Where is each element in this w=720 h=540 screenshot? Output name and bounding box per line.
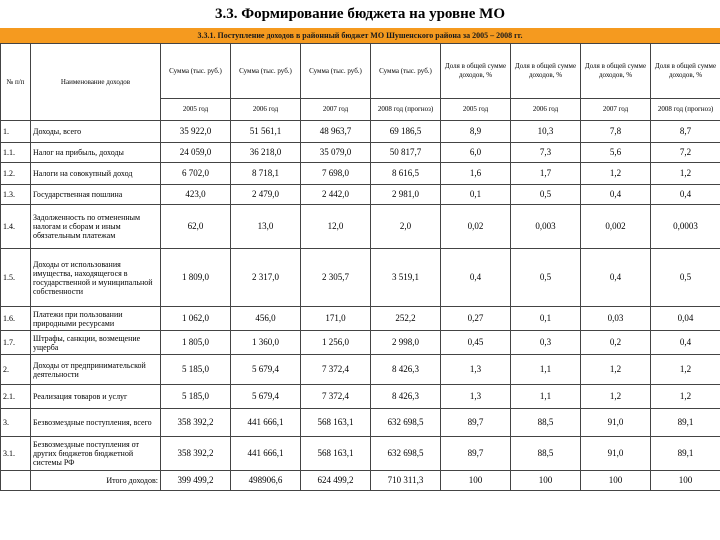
cell-share: 0,4 (581, 185, 651, 205)
header-year: 2006 год (511, 99, 581, 121)
cell-share: 0,5 (511, 185, 581, 205)
cell-sum: 3 519,1 (371, 249, 441, 307)
page-title: 3.3. Формирование бюджета на уровне МО (214, 6, 506, 22)
cell-share: 1,3 (441, 385, 511, 409)
cell-sum: 2 998,0 (371, 331, 441, 355)
cell-share: 89,1 (651, 437, 720, 471)
cell-share: 5,6 (581, 143, 651, 163)
header-year: 2005 год (441, 99, 511, 121)
cell-share: 7,8 (581, 121, 651, 143)
cell-share: 89,7 (441, 437, 511, 471)
row-name: Доходы от использования имущества, находящегося в государственной и муниципальной собственности (31, 249, 161, 307)
row-index: 1.7. (1, 331, 31, 355)
cell-share: 7,3 (511, 143, 581, 163)
row-index: 3.1. (1, 437, 31, 471)
cell-share: 0,1 (511, 307, 581, 331)
cell-sum: 12,0 (301, 205, 371, 249)
cell-sum: 358 392,2 (161, 437, 231, 471)
cell-sum: 1 062,0 (161, 307, 231, 331)
table-row (1, 163, 720, 185)
row-index: 3. (1, 409, 31, 437)
table-row (1, 385, 720, 409)
cell-sum: 5 185,0 (161, 355, 231, 385)
row-index: 1.5. (1, 249, 31, 307)
cell-share: 1,2 (581, 163, 651, 185)
table-row (1, 307, 720, 331)
cell-sum: 5 679,4 (231, 385, 301, 409)
header-year: 2008 год (прогноз) (371, 99, 441, 121)
cell-share: 89,7 (441, 409, 511, 437)
cell-sum: 48 963,7 (301, 121, 371, 143)
cell-share: 0,45 (441, 331, 511, 355)
table-row (1, 121, 720, 143)
table-row (1, 185, 720, 205)
cell-share: 0,0003 (651, 205, 720, 249)
cell-sum: 24 059,0 (161, 143, 231, 163)
cell-sum: 2 981,0 (371, 185, 441, 205)
table-row (1, 355, 720, 385)
row-index: 2.1. (1, 385, 31, 409)
cell-share: 1,2 (651, 163, 720, 185)
total-sum: 399 499,2 (161, 471, 231, 491)
table-caption-banner: 3.3.1. Поступление доходов в районный бюджет МО Шушенского района за 2005 – 2008 гг. (0, 28, 720, 43)
cell-share: 1,1 (511, 385, 581, 409)
cell-share: 6,0 (441, 143, 511, 163)
header-year: 2007 год (301, 99, 371, 121)
cell-share: 0,4 (651, 331, 720, 355)
row-name: Государственная пошлина (31, 185, 161, 205)
row-index: 1.6. (1, 307, 31, 331)
total-sum: 624 499,2 (301, 471, 371, 491)
total-sum: 498906,6 (231, 471, 301, 491)
cell-share: 1,2 (581, 385, 651, 409)
cell-share: 0,3 (511, 331, 581, 355)
header-sum-2005: Сумма (тыс. руб.) (161, 44, 231, 99)
header-sum-2008: Сумма (тыс. руб.) (371, 44, 441, 99)
cell-sum: 7 372,4 (301, 355, 371, 385)
header-share-2005: Доля в общей сумме доходов, % (441, 44, 511, 99)
cell-sum: 50 817,7 (371, 143, 441, 163)
row-index: 1.4. (1, 205, 31, 249)
cell-sum: 1 809,0 (161, 249, 231, 307)
cell-share: 0,02 (441, 205, 511, 249)
row-index: 1.3. (1, 185, 31, 205)
total-label: Итого доходов: (31, 471, 161, 491)
cell-sum: 456,0 (231, 307, 301, 331)
cell-sum: 5 679,4 (231, 355, 301, 385)
cell-sum: 1 360,0 (231, 331, 301, 355)
cell-share: 88,5 (511, 437, 581, 471)
cell-share: 0,04 (651, 307, 720, 331)
cell-share: 0,2 (581, 331, 651, 355)
cell-share: 1,3 (441, 355, 511, 385)
header-year: 2006 год (231, 99, 301, 121)
cell-sum: 1 805,0 (161, 331, 231, 355)
cell-sum: 7 698,0 (301, 163, 371, 185)
cell-sum: 568 163,1 (301, 437, 371, 471)
cell-sum: 1 256,0 (301, 331, 371, 355)
cell-sum: 8 616,5 (371, 163, 441, 185)
header-share-2006: Доля в общей сумме доходов, % (511, 44, 581, 99)
cell-sum: 35 922,0 (161, 121, 231, 143)
cell-sum: 35 079,0 (301, 143, 371, 163)
row-name: Налог на прибыль, доходы (31, 143, 161, 163)
total-share: 100 (581, 471, 651, 491)
row-name: Штрафы, санкции, возмещение ущерба (31, 331, 161, 355)
header-name: Наименование доходов (31, 44, 161, 121)
total-row (1, 471, 720, 491)
cell-sum: 13,0 (231, 205, 301, 249)
cell-sum: 8 426,3 (371, 385, 441, 409)
cell-sum: 2 442,0 (301, 185, 371, 205)
cell-sum: 5 185,0 (161, 385, 231, 409)
table-row (1, 331, 720, 355)
row-name: Налоги на совокупный доход (31, 163, 161, 185)
cell-sum: 51 561,1 (231, 121, 301, 143)
cell-sum: 568 163,1 (301, 409, 371, 437)
row-name: Доходы от предпринимательской деятельности (31, 355, 161, 385)
cell-share: 91,0 (581, 409, 651, 437)
row-name: Безвозмездные поступления, всего (31, 409, 161, 437)
row-name: Задолженность по отмененным налогам и сборам и иным обязательным платежам (31, 205, 161, 249)
cell-share: 1,2 (651, 385, 720, 409)
cell-sum: 441 666,1 (231, 409, 301, 437)
row-name: Доходы, всего (31, 121, 161, 143)
cell-share: 1,1 (511, 355, 581, 385)
cell-sum: 2 305,7 (301, 249, 371, 307)
cell-sum: 8 718,1 (231, 163, 301, 185)
cell-share: 8,7 (651, 121, 720, 143)
row-index: 2. (1, 355, 31, 385)
cell-sum: 8 426,3 (371, 355, 441, 385)
header-share-2008: Доля в общей сумме доходов, % (651, 44, 720, 99)
cell-sum: 6 702,0 (161, 163, 231, 185)
total-sum: 710 311,3 (371, 471, 441, 491)
table-row (1, 437, 720, 471)
table-row (1, 143, 720, 163)
cell-sum: 7 372,4 (301, 385, 371, 409)
row-name: Реализация товаров и услуг (31, 385, 161, 409)
table-body (1, 121, 720, 491)
cell-share: 1,2 (581, 355, 651, 385)
header-year: 2005 год (161, 99, 231, 121)
cell-sum: 358 392,2 (161, 409, 231, 437)
cell-share: 1,6 (441, 163, 511, 185)
cell-sum: 36 218,0 (231, 143, 301, 163)
cell-share: 0,4 (581, 249, 651, 307)
cell-sum: 62,0 (161, 205, 231, 249)
cell-share: 7,2 (651, 143, 720, 163)
cell-share: 0,5 (511, 249, 581, 307)
cell-share: 0,4 (441, 249, 511, 307)
row-name: Безвозмездные поступления от других бюджетов бюджетной системы РФ (31, 437, 161, 471)
budget-table (0, 43, 720, 491)
total-index-blank (1, 471, 31, 491)
cell-share: 10,3 (511, 121, 581, 143)
cell-share: 88,5 (511, 409, 581, 437)
header-share-2007: Доля в общей сумме доходов, % (581, 44, 651, 99)
cell-sum: 632 698,5 (371, 437, 441, 471)
total-share: 100 (441, 471, 511, 491)
cell-sum: 2 317,0 (231, 249, 301, 307)
cell-sum: 2 479,0 (231, 185, 301, 205)
cell-sum: 69 186,5 (371, 121, 441, 143)
cell-share: 0,03 (581, 307, 651, 331)
row-index: 1. (1, 121, 31, 143)
table-row (1, 409, 720, 437)
header-index: № п/п (1, 44, 31, 121)
cell-share: 0,002 (581, 205, 651, 249)
header-sum-2007: Сумма (тыс. руб.) (301, 44, 371, 99)
cell-share: 1,2 (651, 355, 720, 385)
cell-share: 0,4 (651, 185, 720, 205)
cell-share: 1,7 (511, 163, 581, 185)
cell-sum: 632 698,5 (371, 409, 441, 437)
cell-sum: 441 666,1 (231, 437, 301, 471)
total-share: 100 (511, 471, 581, 491)
cell-sum: 252,2 (371, 307, 441, 331)
cell-share: 0,5 (651, 249, 720, 307)
cell-sum: 2,0 (371, 205, 441, 249)
table-row (1, 249, 720, 307)
header-year: 2008 год (прогноз) (651, 99, 720, 121)
cell-share: 91,0 (581, 437, 651, 471)
row-index: 1.2. (1, 163, 31, 185)
row-name: Платежи при пользовании природными ресурсами (31, 307, 161, 331)
cell-share: 0,1 (441, 185, 511, 205)
cell-share: 8,9 (441, 121, 511, 143)
header-year: 2007 год (581, 99, 651, 121)
row-index: 1.1. (1, 143, 31, 163)
cell-sum: 423,0 (161, 185, 231, 205)
header-sum-2006: Сумма (тыс. руб.) (231, 44, 301, 99)
cell-sum: 171,0 (301, 307, 371, 331)
table-row (1, 205, 720, 249)
cell-share: 0,27 (441, 307, 511, 331)
cell-share: 89,1 (651, 409, 720, 437)
total-share: 100 (651, 471, 720, 491)
cell-share: 0,003 (511, 205, 581, 249)
